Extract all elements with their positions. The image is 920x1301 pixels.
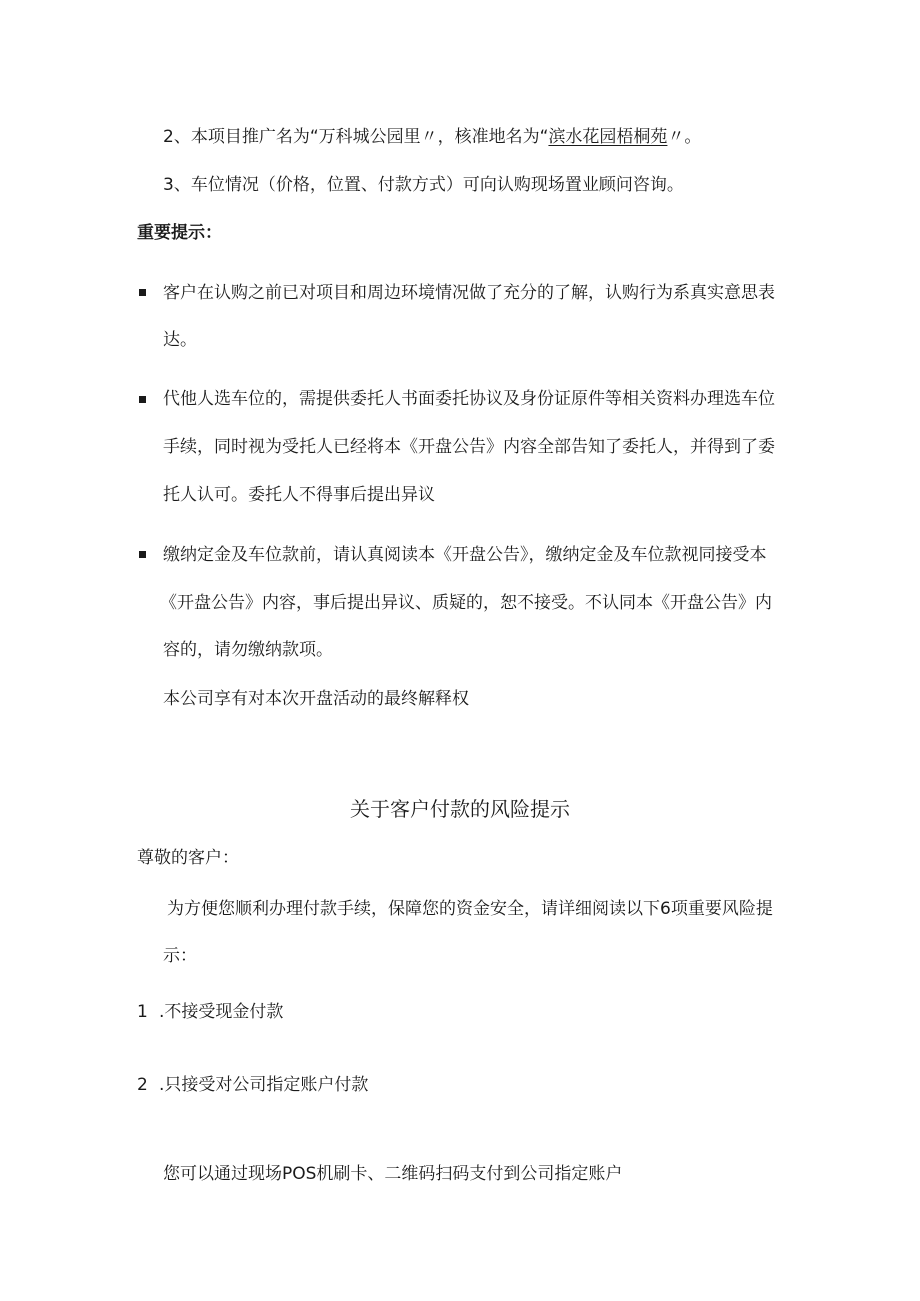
important-heading: 重要提示： xyxy=(137,223,222,243)
list-item-2-prefix: 2、本项目推广名为“万科城公园里〃，核准地名为“ xyxy=(163,127,549,147)
intro-line-2: 示： xyxy=(163,946,197,966)
bullet-marker-2 xyxy=(139,396,146,403)
bullet-2-line-1: 代他人选车位的，需提供委托人书面委托协议及身份证原件等相关资料办理选车位 xyxy=(163,389,775,409)
bullet-1-line-2: 达。 xyxy=(163,330,197,350)
risk-item-2-text: .只接受对公司指定账户付款 xyxy=(159,1075,369,1095)
final-interpretation-right: 本公司享有对本次开盘活动的最终解释权 xyxy=(163,689,469,709)
bullet-2-line-2: 手续，同时视为受托人已经将本《开盘公告》内容全部告知了委托人，并得到了委 xyxy=(163,437,775,457)
bullet-2-line-3: 托人认可。委托人不得事后提出异议 xyxy=(163,485,435,505)
payment-method-note: 您可以通过现场POS机刷卡、二维码扫码支付到公司指定账户 xyxy=(163,1164,623,1184)
approved-place-name: 滨水花园梧桐苑 xyxy=(548,127,668,147)
bullet-3-line-3: 容的，请勿缴纳款项。 xyxy=(163,640,333,660)
risk-item-1-text: .不接受现金付款 xyxy=(159,1002,284,1022)
list-item-2-suffix: 〃。 xyxy=(667,127,702,147)
list-item-2 xyxy=(163,125,701,149)
bullet-1-line-1: 客户在认购之前已对项目和周边环境情况做了充分的了解，认购行为系真实意思表 xyxy=(163,283,775,303)
risk-item-2 xyxy=(137,1073,368,1097)
risk-item-1-number: 1 xyxy=(137,1002,148,1022)
list-item-3: 3、车位情况（价格，位置、付款方式）可向认购现场置业顾问咨询。 xyxy=(163,175,684,195)
bullet-3-line-1: 缴纳定金及车位款前，请认真阅读本《开盘公告》，缴纳定金及车位款视同接受本 xyxy=(163,545,767,565)
bullet-marker-3 xyxy=(139,551,146,558)
risk-notice-title: 关于客户付款的风险提示 xyxy=(350,797,570,821)
intro-line-1: 为方便您顺利办理付款手续，保障您的资金安全，请详细阅读以下6项重要风险提 xyxy=(167,899,773,919)
bullet-marker-1 xyxy=(139,289,146,296)
bullet-3-line-2: 《开盘公告》内容，事后提出异议、质疑的，恕不接受。不认同本《开盘公告》内 xyxy=(160,593,772,613)
risk-item-2-number: 2 xyxy=(137,1075,148,1095)
risk-item-1 xyxy=(137,1000,283,1024)
salutation: 尊敬的客户： xyxy=(137,848,239,868)
